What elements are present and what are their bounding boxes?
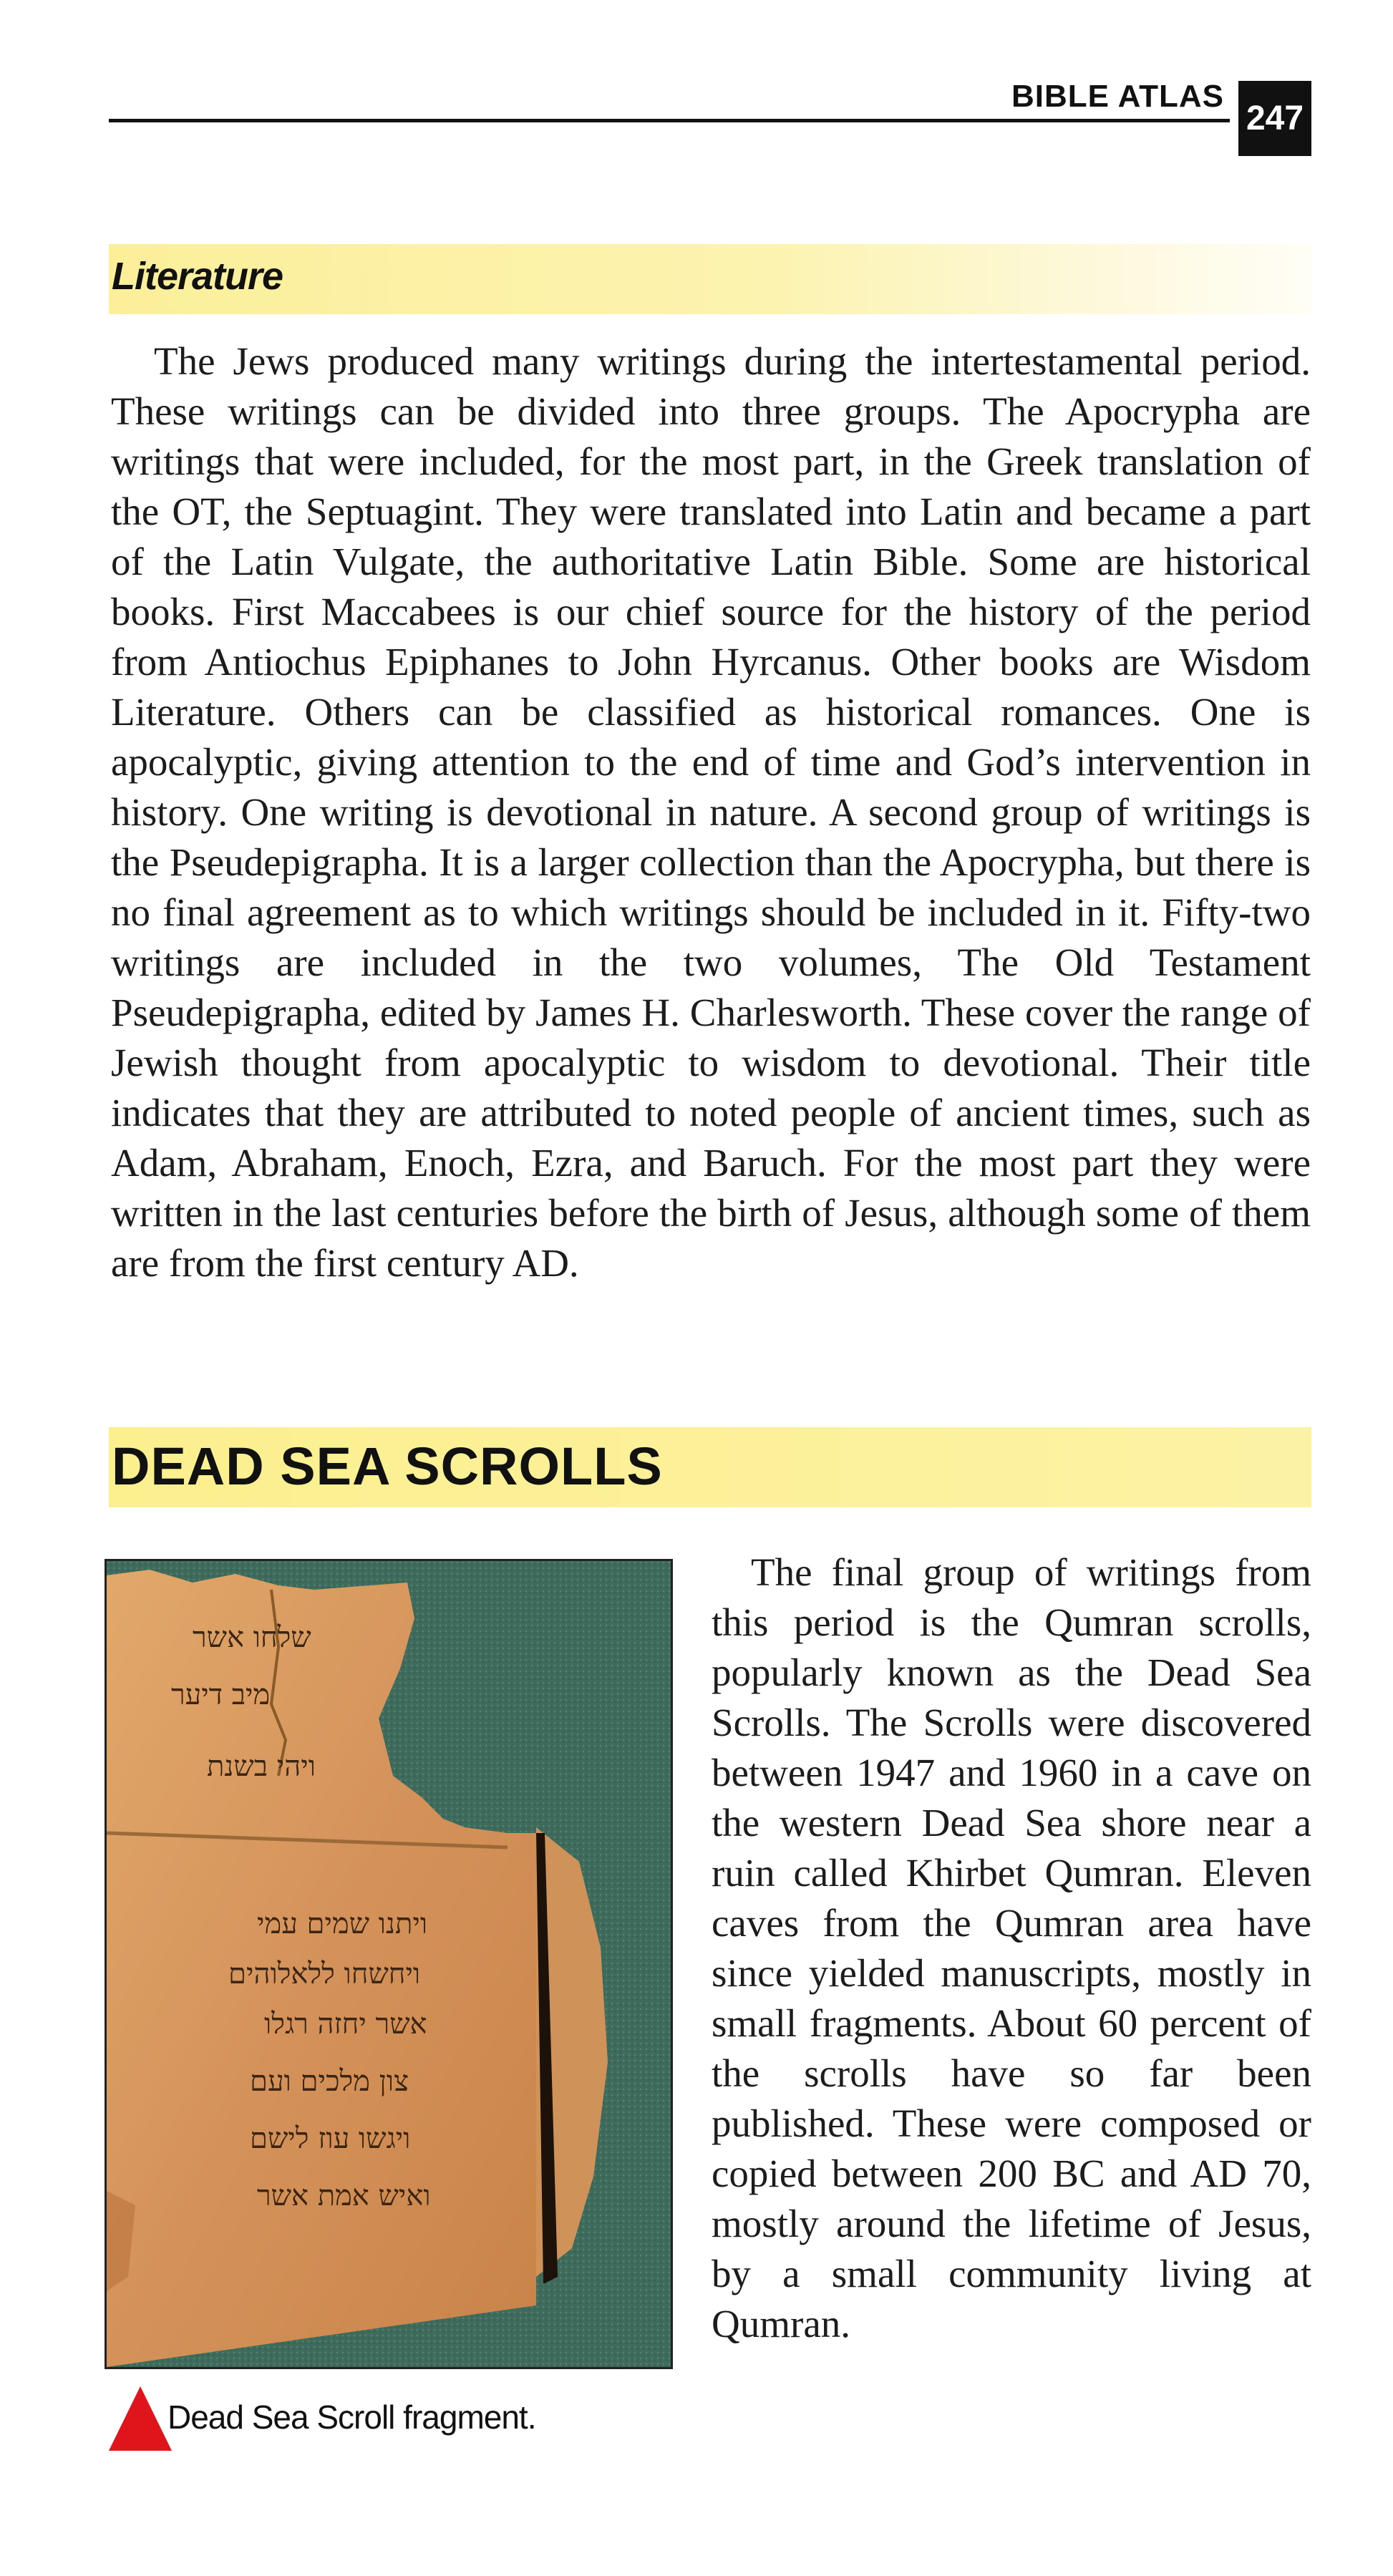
svg-text:צון מלכים ועם: צון מלכים ועם [250,2065,409,2098]
svg-text:מיב דיער: מיב דיער [171,1678,271,1711]
figure-caption [106,2382,607,2454]
running-header-title: BIBLE ATLAS [1011,79,1224,114]
svg-text:אשר יחזה רגלו: אשר יחזה רגלו [264,2008,427,2041]
red-triangle-icon [106,2382,175,2454]
figure-caption-text: Dead Sea Scroll fragment. [168,2398,536,2436]
literature-heading: Literature [112,255,283,298]
svg-text:ויחשחו ללאלוהים: ויחשחו ללאלוהים [228,1958,421,1991]
svg-text:ויתנו שמים עמי: ויתנו שמים עמי [257,1907,428,1940]
dead-sea-scrolls-heading: DEAD SEA SCROLLS [112,1437,663,1496]
page-number-box: 247 [1238,81,1311,156]
dead-sea-scrolls-heading-band [109,1427,1311,1507]
literature-paragraph: The Jews produced many writings during the intertestamental period. These writings can be divided into three groups. The Apocrypha are writings that were included, for the most part, in the Greek translation of the OT, the Septuagint. They were translated into Latin and became a part of the Latin Vulgate, the authoritative Latin Bible. Some are historical books. First Maccabees is our chief source for the history of the period from Antiochus Epiphanes to John Hyrcanus. Other books are Wisdom Literature. Others can be classified as historical romances. One is apocalyptic, giving attention to the end of time and God’s intervention in history. One writing is devotional in nature. A second group of writings is the Pseudepigrapha. It is a larger collection than the Apocrypha, but there is no final agreement as to which writings should be included in it. Fifty-two writings are included in the two volumes, The Old Testament Pseudepigrapha, edited by James H. Charlesworth. These cover the range of Jewish thought from apocalyptic to wisdom to devotional. Their title indicates that they are attributed to noted people of ancient times, such as Adam, Abraham, Enoch, Ezra, and Baruch. For the most part they were written in the last centuries before the birth of Jesus, although some of them are from the first century AD. [111,339,1311,1285]
header-rule [109,119,1230,122]
svg-text:ויהי בשנת: ויהי בשנת [207,1750,316,1783]
dead-sea-scrolls-paragraph: The final group of writings from this period is the Qumran scrolls, popularly known as the Dead Sea Scrolls. The Scrolls were discovered between 1947 and 1960 in a cave on the western Dead Sea shore near a ruin called Khirbet Qumran. Eleven caves from the Qumran area have since yielded manuscripts, mostly in small fragments. About 60 percent of the scrolls have so far been published. These were composed or copied between 200 BC and AD 70, mostly around the lifetime of Jesus, by a small community living at Qumran. [712,1550,1311,2346]
svg-text:שלחו אשר: שלחו אשר [193,1621,311,1654]
scroll-fragment-photo [105,1559,673,2369]
literature-heading-band [109,244,1311,314]
svg-text:ואיש אמת אשר: ואיש אמת אשר [257,2179,431,2212]
scroll-fragment-illustration [107,1561,671,2367]
svg-text:ויגשו עוז לישם: ויגשו עוז לישם [250,2122,411,2155]
